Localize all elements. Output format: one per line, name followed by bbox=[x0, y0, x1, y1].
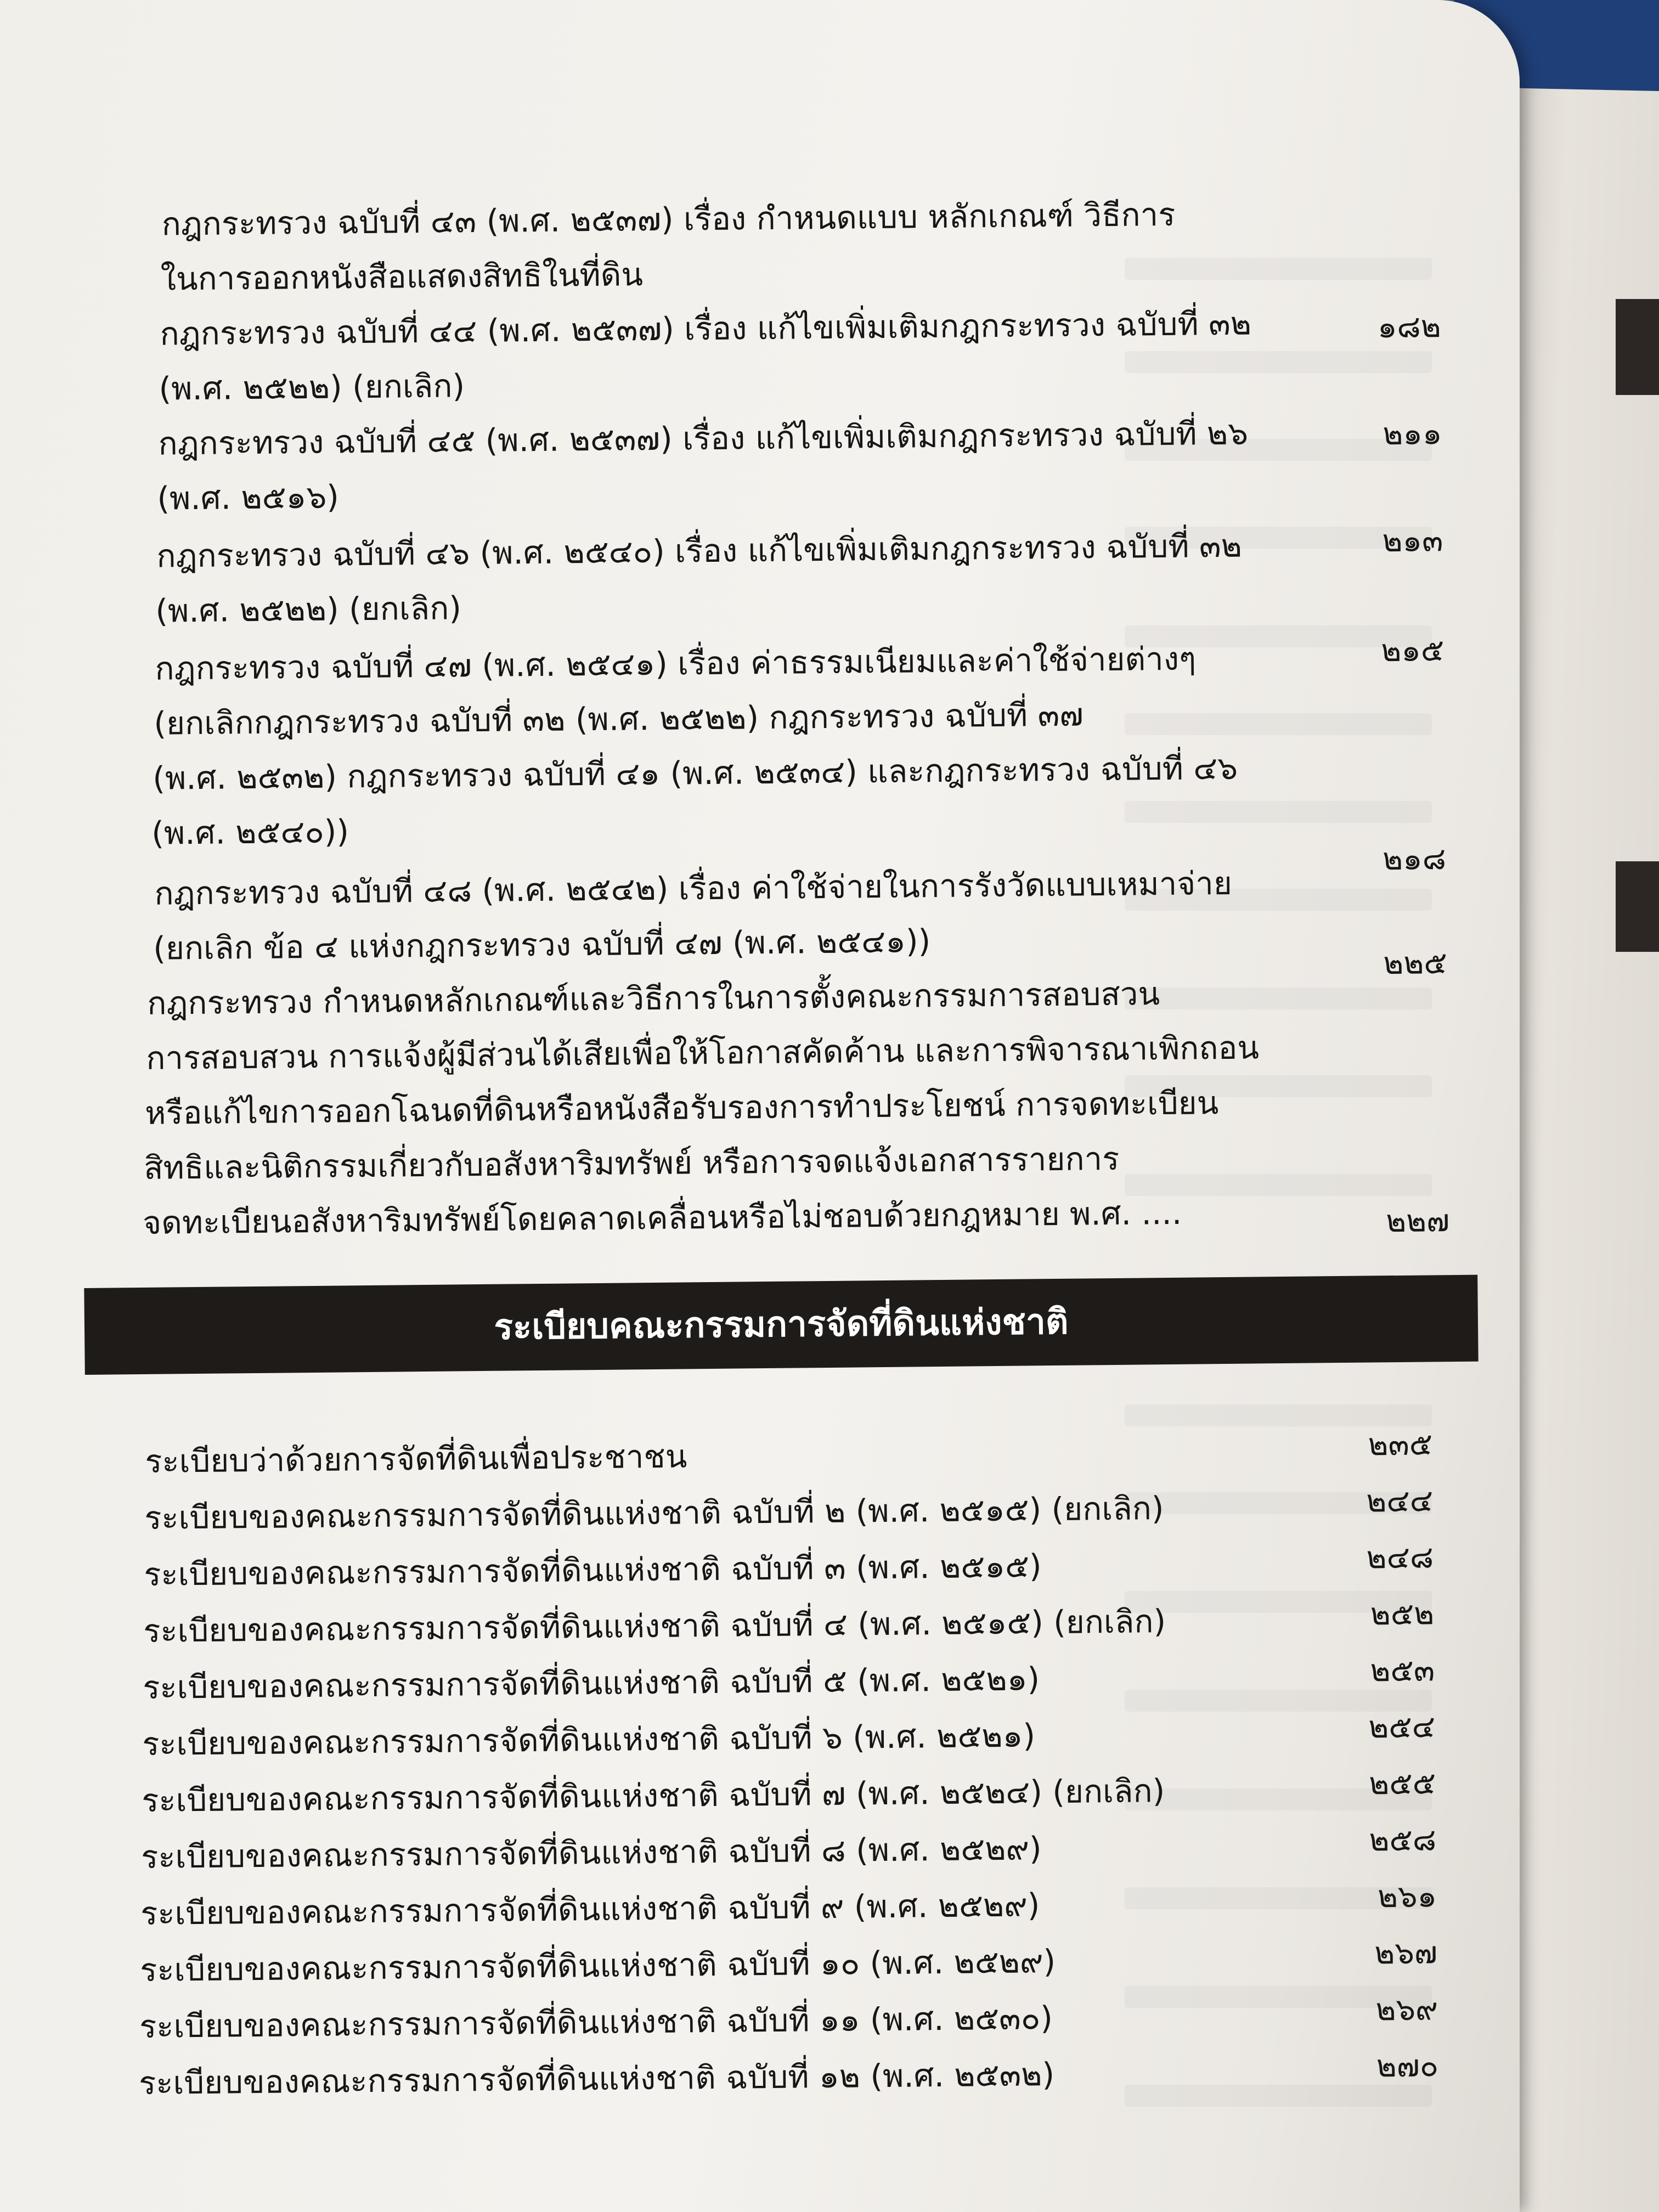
toc-page-number: ๒๑๑ bbox=[1383, 416, 1442, 453]
toc-entry-line: กฎกระทรวง ฉบับที่ ๔๓ (พ.ศ. ๒๕๓๗) เรื่อง กำหนดแบบ หลักเกณฑ์ วิธีการ bbox=[161, 195, 1176, 243]
toc-page-number: ๒๖๗ bbox=[1374, 1935, 1438, 1972]
toc-page-number: ๒๕๔ bbox=[1368, 1709, 1436, 1746]
toc-page-number: ๒๔๘ bbox=[1366, 1539, 1434, 1576]
toc-page-number: ๒๕๕ bbox=[1369, 1765, 1436, 1802]
toc-page-number: ๒๖๑ bbox=[1377, 1878, 1437, 1915]
toc-entry-line: สิทธิและนิติกรรมเกี่ยวกับอสังหาริมทรัพย์ หรือการจดแจ้งเอกสารรายการ bbox=[143, 1139, 1120, 1187]
toc-entry: ระเบียบของคณะกรรมการจัดที่ดินแห่งชาติ ฉบับที่ ๓ (พ.ศ. ๒๕๑๕) bbox=[143, 1547, 1042, 1593]
toc-page-number: ๒๓๕ bbox=[1368, 1426, 1433, 1463]
toc-page-number: ๒๑๘ bbox=[1382, 841, 1447, 878]
toc-page-number: ๑๘๒ bbox=[1377, 309, 1441, 346]
toc-page-number: ๒๕๓ bbox=[1370, 1652, 1435, 1689]
toc-entry: ระเบียบของคณะกรรมการจัดที่ดินแห่งชาติ ฉบับที่ ๗ (พ.ศ. ๒๕๒๔) (ยกเลิก) bbox=[141, 1772, 1165, 1820]
toc-entry-line: ในการออกหนังสือแสดงสิทธิในที่ดิน bbox=[160, 256, 644, 298]
toc-entry: ระเบียบของคณะกรรมการจัดที่ดินแห่งชาติ ฉบับที่ ๑๐ (พ.ศ. ๒๕๒๙) bbox=[139, 1943, 1056, 1989]
toc-entry-line: (พ.ศ. ๒๕๓๒) กฎกระทรวง ฉบับที่ ๔๑ (พ.ศ. ๒๕๓๔) และกฎกระทรวง ฉบับที่ ๔๖ bbox=[153, 749, 1238, 797]
toc-entry-line: หรือแก้ไขการออกโฉนดที่ดินหรือหนังสือรับรองการทำประโยชน์ การจดทะเบียน bbox=[144, 1084, 1219, 1132]
section-header-banner bbox=[84, 1275, 1478, 1375]
toc-entry: ระเบียบของคณะกรรมการจัดที่ดินแห่งชาติ ฉบับที่ ๕ (พ.ศ. ๒๕๒๑) bbox=[142, 1660, 1040, 1706]
toc-entry: ระเบียบของคณะกรรมการจัดที่ดินแห่งชาติ ฉบับที่ ๙ (พ.ศ. ๒๕๒๙) bbox=[140, 1886, 1040, 1933]
toc-entry-line: กฎกระทรวง กำหนดหลักเกณฑ์และวิธีการในการตั้งคณะกรรมการสอบสวน bbox=[146, 975, 1160, 1022]
section-title: ระเบียบคณะกรรมการจัดที่ดินแห่งชาติ bbox=[494, 1301, 1069, 1348]
toc-entry: ระเบียบของคณะกรรมการจัดที่ดินแห่งชาติ ฉบับที่ ๑๑ (พ.ศ. ๒๕๓๐) bbox=[139, 1999, 1053, 2046]
toc-entry-line: (พ.ศ. ๒๕๒๒) (ยกเลิก) bbox=[155, 589, 462, 630]
page-tab-marker bbox=[1616, 861, 1659, 952]
toc-entry-line: (ยกเลิก ข้อ ๔ แห่งกฎกระทรวง ฉบับที่ ๔๗ (พ.ศ. ๒๕๔๑)) bbox=[153, 922, 931, 967]
toc-entry: ระเบียบของคณะกรรมการจัดที่ดินแห่งชาติ ฉบับที่ ๑๒ (พ.ศ. ๒๕๓๒) bbox=[138, 2056, 1055, 2102]
toc-page-number: ๒๖๙ bbox=[1375, 1991, 1438, 2028]
toc-entry: ระเบียบของคณะกรรมการจัดที่ดินแห่งชาติ ฉบับที่ ๘ (พ.ศ. ๒๕๒๙) bbox=[140, 1830, 1042, 1876]
toc-entry-line: กฎกระทรวง ฉบับที่ ๔๔ (พ.ศ. ๒๕๓๗) เรื่อง แก้ไขเพิ่มเติมกฎกระทรวง ฉบับที่ ๓๒ bbox=[160, 304, 1252, 353]
toc-page-number: ๒๑๓ bbox=[1382, 523, 1443, 560]
toc-entry-line: (ยกเลิกกฎกระทรวง ฉบับที่ ๓๒ (พ.ศ. ๒๕๒๒) กฎกระทรวง ฉบับที่ ๓๗ bbox=[154, 696, 1084, 742]
toc-page-number: ๒๒๗ bbox=[1385, 1203, 1450, 1240]
toc-page-number: ๒๑๕ bbox=[1381, 633, 1444, 669]
toc-page-number: ๒๕๒ bbox=[1370, 1596, 1435, 1633]
toc-entry-line: จดทะเบียนอสังหาริมทรัพย์โดยคลาดเคลื่อนหรือไม่ชอบด้วยกฎหมาย พ.ศ. .... bbox=[142, 1194, 1182, 1242]
toc-entry-line: กฎกระทรวง ฉบับที่ ๔๗ (พ.ศ. ๒๕๔๑) เรื่อง ค่าธรรมเนียมและค่าใช้จ่ายต่างๆ bbox=[155, 640, 1197, 687]
toc-entry: ระเบียบว่าด้วยการจัดที่ดินเพื่อประชาชน bbox=[144, 1437, 687, 1480]
toc-entry: ระเบียบของคณะกรรมการจัดที่ดินแห่งชาติ ฉบับที่ ๖ (พ.ศ. ๒๕๒๑) bbox=[142, 1717, 1036, 1763]
toc-entry-line: (พ.ศ. ๒๕๔๐)) bbox=[151, 812, 349, 852]
toc-entry: ระเบียบของคณะกรรมการจัดที่ดินแห่งชาติ ฉบับที่ ๔ (พ.ศ. ๒๕๑๕) (ยกเลิก) bbox=[143, 1602, 1166, 1650]
toc-entry-line: (พ.ศ. ๒๕๑๖) bbox=[157, 478, 340, 517]
toc-entry: ระเบียบของคณะกรรมการจัดที่ดินแห่งชาติ ฉบับที่ ๒ (พ.ศ. ๒๕๑๕) (ยกเลิก) bbox=[144, 1489, 1164, 1537]
toc-entry-line: กฎกระทรวง ฉบับที่ ๔๘ (พ.ศ. ๒๕๔๒) เรื่อง ค่าใช้จ่ายในการรังวัดแบบเหมาจ่าย bbox=[154, 864, 1233, 912]
toc-entry-line: การสอบสวน การแจ้งผู้มีส่วนได้เสียเพื่อให้โอกาสคัดค้าน และการพิจารณาเพิกถอน bbox=[145, 1029, 1260, 1077]
toc-page-number: ๒๕๘ bbox=[1369, 1822, 1437, 1859]
toc-page-number: ๒๒๕ bbox=[1383, 945, 1448, 982]
toc-page-number: ๒๗๐ bbox=[1376, 2048, 1439, 2085]
toc-entry-line: กฎกระทรวง ฉบับที่ ๔๕ (พ.ศ. ๒๕๓๗) เรื่อง แก้ไขเพิ่มเติมกฎกระทรวง ฉบับที่ ๒๖ bbox=[158, 414, 1249, 462]
toc-page-number: ๒๔๔ bbox=[1366, 1483, 1434, 1520]
toc-entry-line: (พ.ศ. ๒๕๒๒) (ยกเลิก) bbox=[159, 367, 465, 408]
page-tab-marker bbox=[1616, 299, 1659, 395]
toc-entry-line: กฎกระทรวง ฉบับที่ ๔๖ (พ.ศ. ๒๕๔๐) เรื่อง แก้ไขเพิ่มเติมกฎกระทรวง ฉบับที่ ๓๒ bbox=[156, 527, 1243, 575]
